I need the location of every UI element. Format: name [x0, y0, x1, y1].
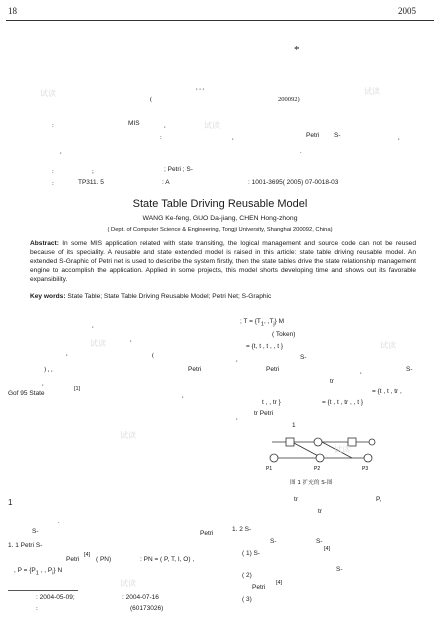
body-left-comma-2: ,	[130, 336, 132, 343]
place-node-top	[314, 438, 322, 446]
body-right-p: P,	[376, 496, 382, 503]
body-right-petri: Petri	[266, 366, 280, 373]
place-node-p3	[364, 454, 372, 462]
watermark: 试读	[380, 341, 396, 350]
keywords-label: Key words:	[30, 293, 66, 300]
classification-code: TP311. 5	[78, 179, 104, 186]
place-set-definition	[14, 567, 62, 576]
watermark: 试读	[204, 121, 220, 130]
classification-colon: :	[52, 180, 54, 187]
title-footnote-star: *	[294, 44, 300, 56]
watermark: 试读	[334, 445, 350, 454]
body-left-gof-ref: [1]	[74, 386, 81, 392]
body-right-s-graph-2: S-	[406, 366, 413, 373]
fund-colon: :	[36, 605, 38, 612]
body-left-comma-5: ,	[182, 392, 184, 399]
body-left-comma-3: ,	[66, 350, 68, 357]
body-left-petri-2: Petri	[66, 556, 80, 563]
transition-eq: ; T = {T	[240, 318, 261, 325]
tr-petri: tr Petri	[254, 410, 274, 417]
figure-label-p1: P1	[266, 466, 273, 472]
transition-set	[240, 318, 284, 327]
place-set-eq: , P = {P	[14, 567, 36, 574]
transition-subset-2: = {t , t , tr , , t }	[322, 399, 364, 406]
list-item-2: ( 2)	[242, 572, 252, 579]
figure-1-caption: 图 1 扩充的 S-图	[290, 480, 333, 486]
affiliation-paren: (	[150, 96, 153, 103]
section-1-1-heading: 1. 1 Petri S-	[8, 542, 43, 549]
body-left-period: .	[58, 518, 60, 525]
transition-sub-j: j	[273, 321, 275, 328]
keywords-semicolon: ;	[92, 168, 94, 175]
keywords-text: State Table; State Table Driving Reusable Model; Petri Net; S-Graphic	[67, 293, 272, 300]
watermark: 试读	[120, 431, 136, 440]
revised-date: : 2004-07-16	[122, 594, 159, 601]
watermark: 试读	[364, 87, 380, 96]
section-1-2-heading: 1. 2 S-	[232, 526, 252, 533]
abstract-comma-2: ,	[232, 134, 234, 141]
keywords-colon: :	[52, 168, 54, 175]
transition-node-1	[286, 438, 294, 446]
footnote-rule	[8, 590, 78, 591]
figure-label-p2: P2	[314, 466, 321, 472]
figure-1-s-graph	[262, 432, 382, 476]
place-set-mid: , , P	[38, 567, 53, 574]
page-number: 18	[8, 6, 17, 16]
abstract-label: Abstract:	[30, 240, 59, 247]
watermark: 试读	[120, 579, 136, 588]
body-right-tr-2: tr	[294, 496, 298, 503]
t-set-rest: , t , t , , t }	[255, 343, 284, 350]
abstract-comma: ,	[164, 122, 166, 129]
body-left-paren: (	[152, 352, 155, 359]
body-right-tr-3: tr	[318, 508, 322, 515]
abstract-comma-3: ,	[398, 134, 400, 141]
body-left-comma-4: ,	[42, 380, 44, 387]
body-left-comma-1: ,	[92, 322, 94, 329]
body-right-s-graph-5: S-	[336, 566, 343, 573]
body-right-comma-3: ,	[236, 414, 238, 421]
abstract-petri: Petri	[306, 132, 320, 139]
figure-ref: 1	[292, 422, 296, 429]
body-right-tr: tr	[330, 378, 334, 385]
body-left-petri-mid: Petri	[200, 530, 214, 537]
abstract-period: .	[300, 148, 302, 155]
transition-sub-1: 1	[260, 321, 265, 328]
body-right-comma-2: ,	[360, 368, 362, 375]
body-right-petri-2: Petri	[252, 584, 266, 591]
body-right-s-graph-4: S-	[316, 538, 323, 545]
abstract-s-graph: S-	[334, 132, 341, 139]
body-left-line: ) , ,	[44, 366, 53, 373]
body-left-s-graph: S-	[32, 528, 39, 535]
abstract-text: In some MIS application related with state transiting, the logical management and source code can not be reused because of its speciality. A reusable and state extended model is raised in this article: state table driving reusable model. An extended S-Graphic of Petri net is used to describe the system firstly, then the state tables drive the state relationship management engine to accomplish the application. Applied in some projects, this model shorts developing time and shows out its favorable expansibility.	[30, 240, 416, 283]
transition-full-set: = {t , t , tr ,	[372, 388, 402, 395]
english-keywords	[30, 292, 416, 301]
author-line: , , ,	[196, 84, 205, 91]
t-set-eq: = {t	[246, 343, 256, 350]
token-note: ( Token)	[272, 331, 296, 338]
section-1-heading: 1	[8, 498, 13, 507]
fund-code: (60173026)	[130, 605, 164, 612]
transition-end: } M	[274, 318, 285, 325]
english-affiliation: ( Dept. of Computer Science & Engineering, Tongji University, Shanghai 200092, China)	[107, 227, 333, 233]
header-rule	[6, 20, 434, 21]
journal-year: 2005	[398, 6, 416, 16]
place-node-right	[369, 439, 375, 445]
place-node-p2	[316, 454, 324, 462]
body-left-pn: ( PN)	[96, 556, 112, 563]
english-title: State Table Driving Reusable Model	[132, 198, 308, 210]
list-item-1: ( 1) S-	[242, 550, 261, 557]
document-code: : A	[162, 179, 170, 186]
watermark: 试读	[40, 89, 56, 98]
place-set-end: } N	[53, 567, 63, 574]
place-sub-1: 1	[35, 570, 39, 577]
received-date: : 2004-05-09;	[36, 594, 75, 601]
abstract-comma-4: ,	[60, 148, 62, 155]
place-node-p1	[270, 454, 278, 462]
english-abstract	[30, 239, 416, 284]
transition-mid: , ,T	[264, 318, 274, 325]
abstract-mis: MIS	[128, 120, 140, 127]
list-item-3: ( 3)	[242, 596, 252, 603]
abstract-colon-2: :	[160, 134, 162, 141]
body-left-ref-4: [4]	[84, 552, 91, 558]
list-item-2-ref: [4]	[276, 580, 283, 586]
keywords-petri: ; Petri ; S-	[164, 166, 193, 173]
abstract-colon: :	[52, 122, 54, 129]
english-authors: WANG Ke-feng, GUO Da-jiang, CHEN Hong-zhong	[142, 215, 298, 222]
pn-definition: : PN = ( P, T, I, O) ,	[140, 556, 195, 563]
body-right-comma-1: ,	[236, 356, 238, 363]
body-left-gof: Gof 95 State	[8, 390, 45, 397]
article-id: : 1001-3695( 2005) 07-0018-03	[248, 179, 339, 186]
body-left-petri: Petri	[188, 366, 202, 373]
body-right-s-graph-3: S-	[270, 538, 277, 545]
figure-label-p3: P3	[362, 466, 369, 472]
place-sub-i: i	[52, 570, 54, 577]
body-right-s-graph: S-	[300, 354, 307, 361]
t-set	[246, 343, 283, 350]
transition-subset-1: t , , tr }	[262, 399, 281, 406]
affiliation-postcode: 200092)	[278, 96, 300, 103]
list-item-1-ref: [4]	[324, 546, 331, 552]
watermark: 试读	[90, 339, 106, 348]
